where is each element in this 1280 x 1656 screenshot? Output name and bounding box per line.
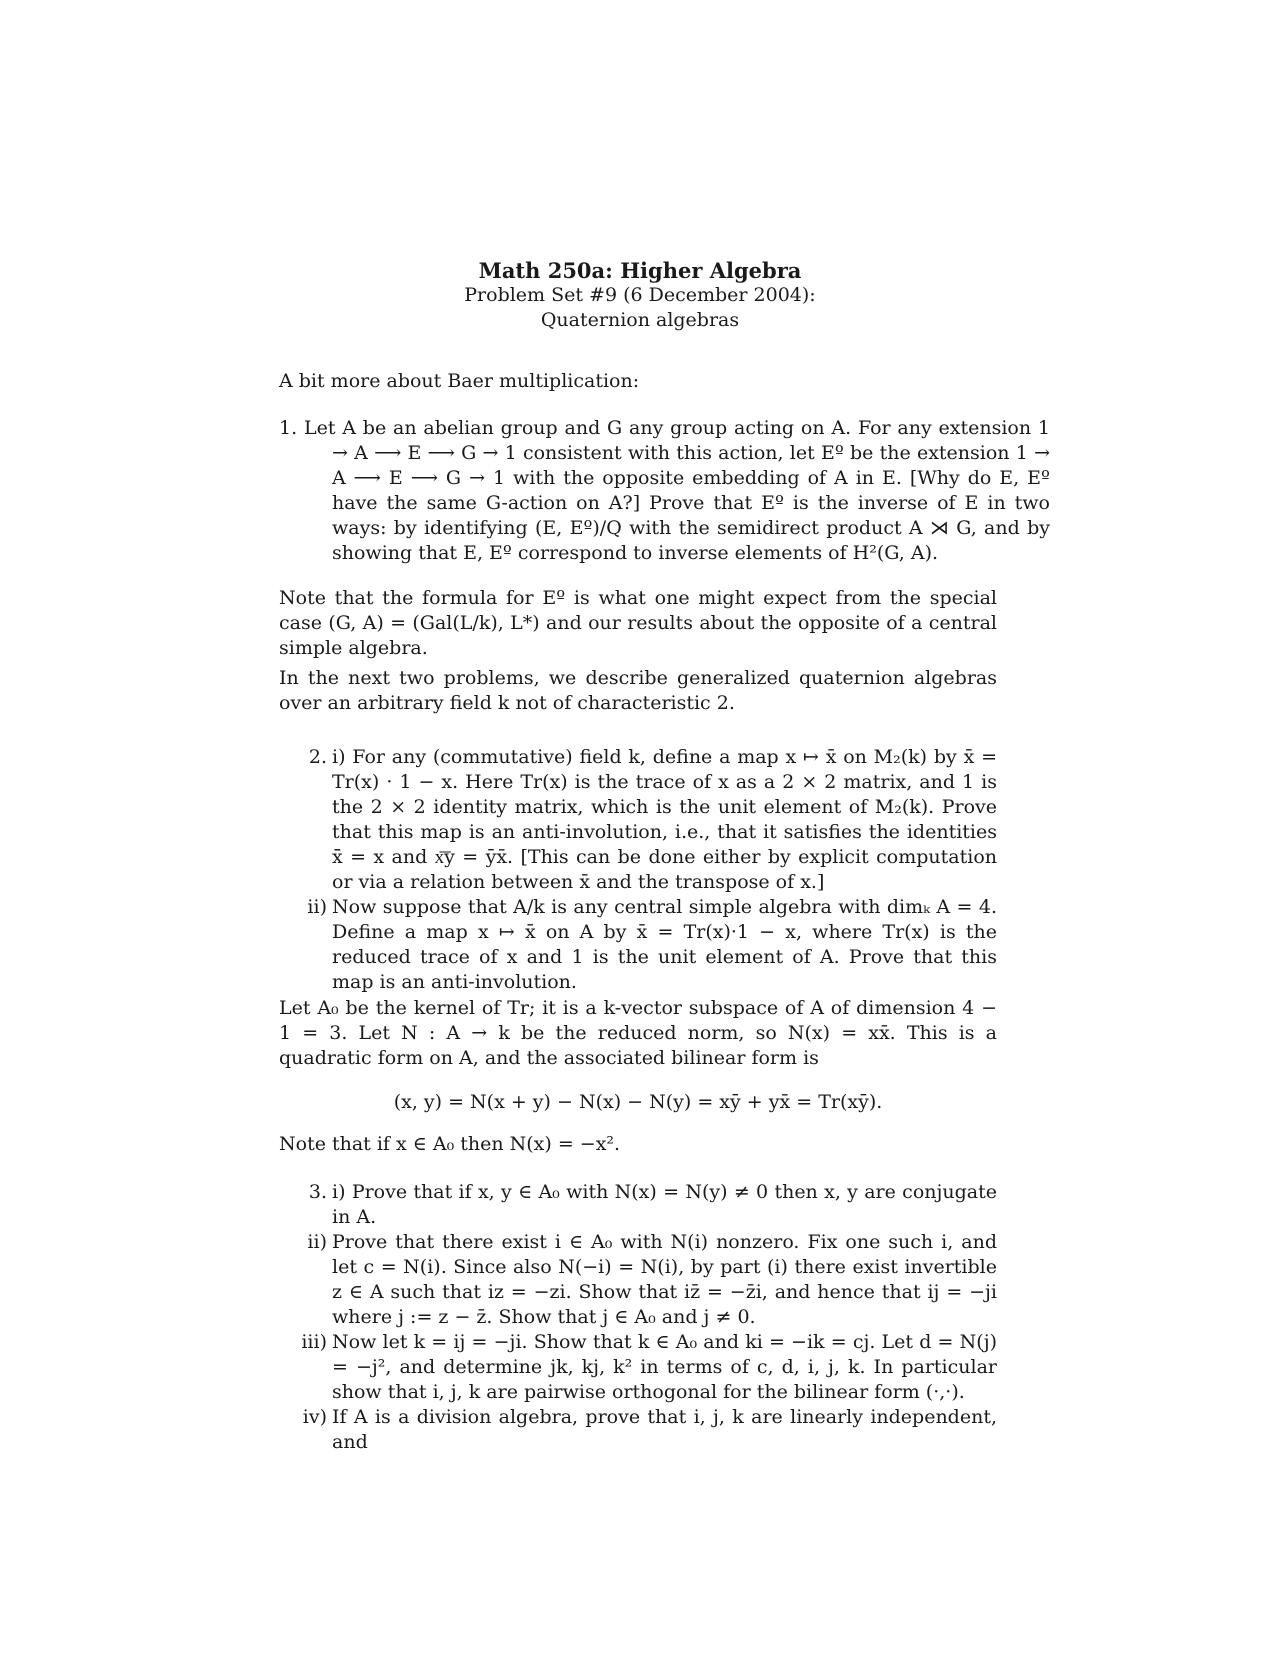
part-label: iii) — [301, 1331, 327, 1353]
problem-number: 2. — [308, 746, 327, 768]
part-label: iv) — [302, 1406, 327, 1428]
problem-text: Let A be an abelian group and G any group acting on A. For any extension 1 → A ⟶ E ⟶ G → 1 consistent with this action, let Eº be the extension 1 → A ⟶ E ⟶ G → 1 with the opposite embedding of A in E. [Why do E, Eº have the same G-action on A?] Prove that Eº is the inverse of E in two ways: by identifying (E, Eº)/Q with the semidirect product A ⋊ G, and by showing that E, Eº correspond to inverse elements of H²(G, A). — [303, 417, 1050, 564]
problem-part — [279, 1180, 997, 1230]
problem-part — [279, 1230, 997, 1330]
problem-3 — [279, 1180, 997, 1455]
problem-part — [279, 1405, 997, 1455]
part-text: Prove that there exist i ∈ A₀ with N(i) nonzero. Fix one such i, and let c = N(i). Since also N(−i) = N(i), by part (i) there exist invertible z ∈ A such that iz = −zi. Show that iz̄ = −z̄i, and hence that ij = −ji where j := z − z̄. Show that j ∈ A₀ and j ≠ 0. — [332, 1231, 997, 1328]
part-label: i) — [332, 1181, 346, 1203]
display-equation: (x, y) = N(x + y) − N(x) − N(y) = xȳ + yx̄ = Tr(xȳ). — [393, 1091, 883, 1113]
definition-paragraph: Let A₀ be the kernel of Tr; it is a k-vector subspace of A of dimension 4 − 1 = 3. Let N : A → k be the reduced norm, so N(x) = xx̄. This is a quadratic form on A, and the associated bilinear form is — [279, 997, 997, 1069]
note-paragraph: Note that if x ∈ A₀ then N(x) = −x². — [279, 1133, 621, 1155]
problem-1 — [279, 416, 1050, 566]
part-text: If A is a division algebra, prove that i, j, k are linearly independent, and — [332, 1406, 997, 1453]
topic-subtitle: Quaternion algebras — [540, 309, 740, 331]
problem-number: 3. — [308, 1181, 327, 1203]
part-text: Now suppose that A/k is any central simple algebra with dimₖ A = 4. Define a map x ↦ x̄ on A by x̄ = Tr(x)·1 − x, where Tr(x) is the reduced trace of x and 1 is the unit element of A. Prove that this map is an anti-involution. — [332, 896, 997, 993]
part-text: Now let k = ij = −ji. Show that k ∈ A₀ and ki = −ik = cj. Let d = N(j) = −j², and determine jk, kj, k² in terms of c, d, i, j, k. In particular show that i, j, k are pairwise orthogonal for the bilinear form (·,·). — [332, 1331, 997, 1403]
part-label: ii) — [307, 896, 327, 918]
problem-part — [279, 895, 997, 995]
part-label: i) — [332, 746, 346, 768]
note-paragraph: In the next two problems, we describe generalized quaternion algebras over an arbitrary field k not of characteristic 2. — [279, 667, 997, 714]
course-title: Math 250a: Higher Algebra — [478, 258, 802, 283]
part-text: Prove that if x, y ∈ A₀ with N(x) = N(y) ≠ 0 then x, y are conjugate in A. — [332, 1181, 997, 1228]
problem-set-subtitle: Problem Set #9 (6 December 2004): — [464, 284, 816, 306]
intro-line: A bit more about Baer multiplication: — [279, 370, 640, 392]
problem-part — [279, 1330, 997, 1405]
header — [0, 258, 1280, 333]
problem-2 — [279, 745, 997, 995]
part-label: ii) — [307, 1231, 327, 1253]
part-text: For any (commutative) field k, define a map x ↦ x̄ on M₂(k) by x̄ = Tr(x) · 1 − x. Here Tr(x) is the trace of x as a 2 × 2 matrix, and 1 is the 2 × 2 identity matrix, which is the unit element of M₂(k). Prove that this map is an anti-involution, i.e., that it satisfies the identities x̄̄ = x and x͞y = ȳx̄. [This can be done either by explicit computation or via a relation between x̄ and the transpose of x.] — [332, 746, 997, 893]
problem-part — [279, 745, 997, 895]
problem-number: 1. — [279, 417, 298, 439]
note-paragraph: Note that the formula for Eº is what one might expect from the special case (G, A) = (Gal(L/k), L*) and our results about the opposite of a central simple algebra. — [279, 587, 997, 659]
